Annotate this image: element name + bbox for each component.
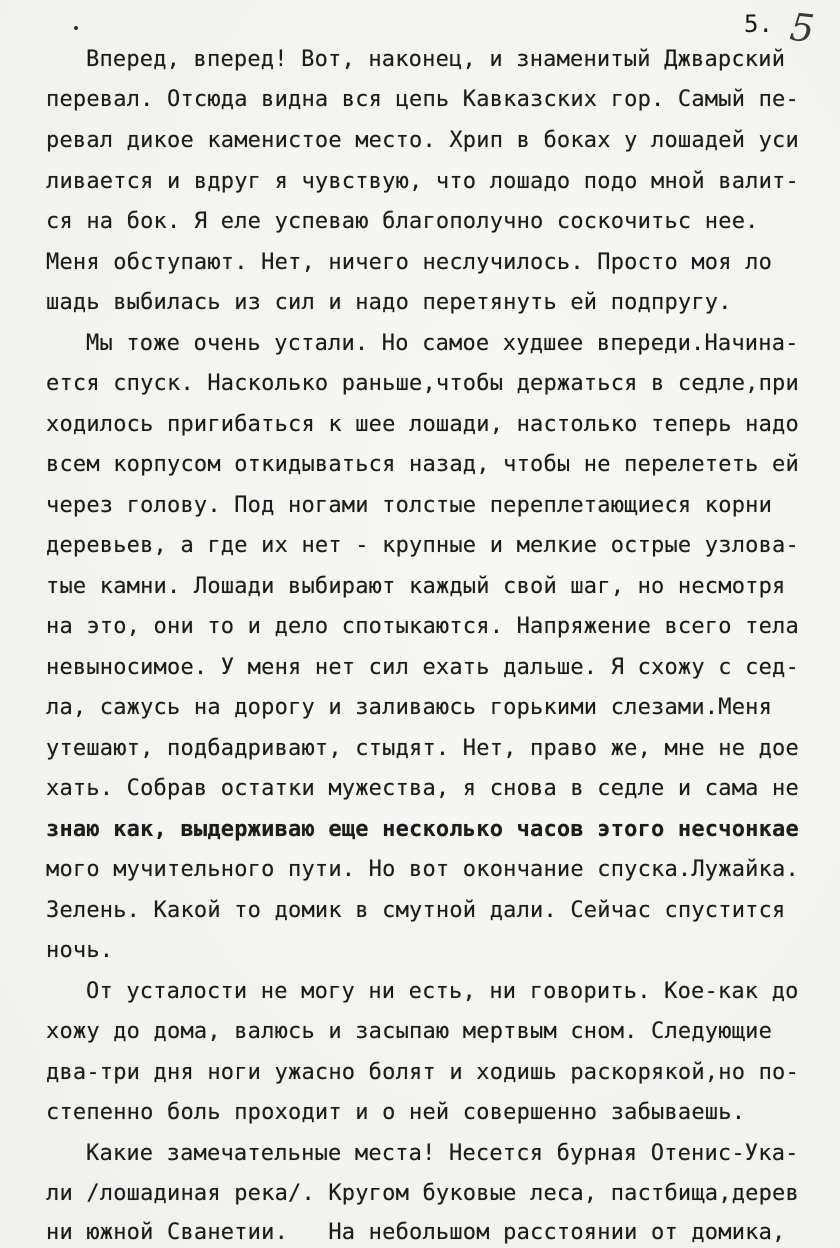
text-line: знаю как, выдерживаю еще несколько часов этого несчонкае [46,817,799,842]
text-line: деревьев, а где их нет - крупные и мелкие острые узлова- [46,533,799,558]
text-line: ла, сажусь на дорогу и заливаюсь горькими слезами.Меня [46,695,773,720]
page-number: 5. [744,10,773,38]
text-line: на это, они то и дело спотыкаются. Напряжение всего тела [46,614,799,639]
text-line: невыносимое. У меня нет сил ехать дальше. Я схожу с сед- [46,655,799,680]
text-line: мого мучительного пути. Но вот окончание спуска.Лужайка. [46,857,799,882]
text-line: хать. Собрав остатки мужества, я снова в седле и сама не [46,776,799,801]
text-line: шадь выбилась из сил и надо перетянуть ей подпругу. [46,290,732,315]
text-line: Мы тоже очень устали. Но самое худшее впереди.Начина- [86,331,799,356]
text-line: перевал. Отсюда видна вся цепь Кавказских гор. Самый пе- [46,87,799,112]
text-line: ревал дикое каменистое место. Хрип в боках у лошадей уси [46,128,799,153]
text-line: ется спуск. Насколько раньше,чтобы держаться в седле,при [46,371,799,396]
text-line: ли /лошадиная река/. Кругом буковые леса, пастбища,дерев [46,1181,799,1206]
text-line: всем корпусом откидываться назад, чтобы не перелететь ей [46,452,799,477]
handwritten-page-number: 5 [787,4,817,52]
text-line: тые камни. Лошади выбирают каждый свой шаг, но несмотря [46,574,786,599]
text-line: два-три дня ноги ужасно болят и ходишь раскорякой,но по- [46,1060,799,1085]
text-line: ходилось пригибаться к шее лошади, настолько теперь надо [46,412,799,437]
text-line: Вперед, вперед! Вот, наконец, и знаменитый Джварский [86,47,786,72]
text-line: утешают, подбадривают, стыдят. Нет, право же, мне не дое [46,736,799,761]
text-line: Какие замечательные места! Несется бурная Отенис-Ука- [86,1141,799,1166]
text-line: От усталости не могу ни есть, ни говорить. Кое-как до [86,979,799,1004]
text-line: ни южной Сванетии. На небольшом расстоянии от домика, [46,1220,786,1245]
text-line: Зелень. Какой то домик в смутной дали. Сейчас спустится [46,898,786,923]
text-line: хожу до дома, валюсь и засыпаю мертвым сном. Следующие [46,1019,773,1044]
text-line: ся на бок. Я еле успеваю благополучно соскочитьс нее. [46,209,759,234]
text-line: ночь. [46,938,114,963]
text-line: степенно боль проходит и о ней совершенно забываешь. [46,1100,746,1125]
text-line: ливается и вдруг я чувствую, что лошадо подо мной валит- [46,169,799,194]
text-line: через голову. Под ногами толстые переплетающиеся корни [46,493,773,518]
text-line: Меня обступают. Нет, ничего неслучилось. Просто моя ло [46,250,773,275]
